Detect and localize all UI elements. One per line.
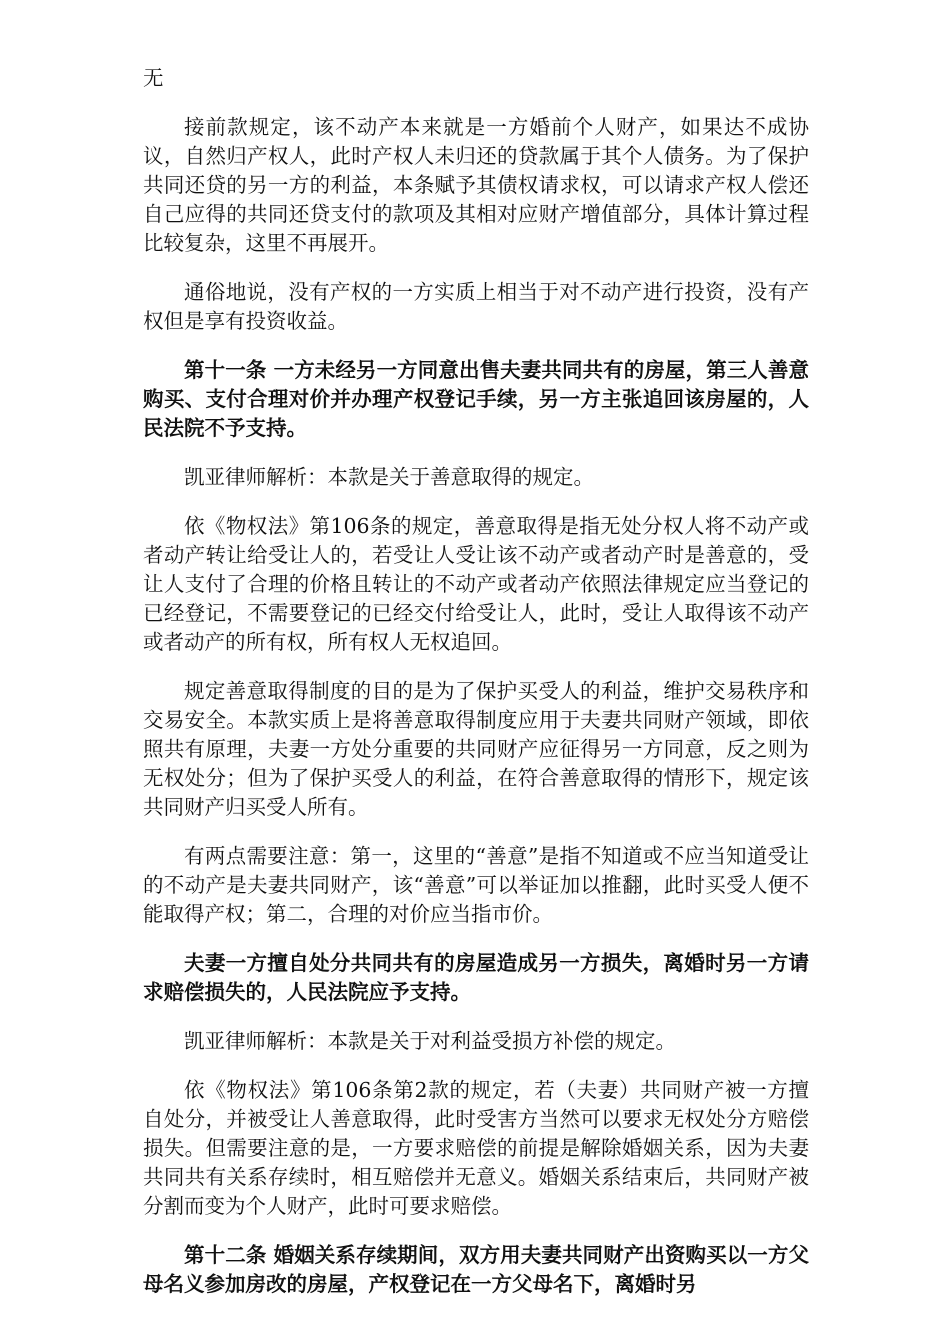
paragraph: 依《物权法》第106条的规定，善意取得是指无处分权人将不动产或者动产转让给受让人的，若受让人受让该不动产或者动产时是善意的，受让人支付了合理的价格且转让的不动产或者动产依照法律规定应当登记的已经登记，不需要登记的已经交付给受让人，此时，受让人取得该不动产或者动产的所有权，所有权人无权追回。 xyxy=(143,514,809,654)
article-clause-heading: 夫妻一方擅自处分共同共有的房屋造成另一方损失，离婚时另一方请求赔偿损失的，人民法院应予支持。 xyxy=(143,951,809,1004)
text-column xyxy=(143,64,809,1319)
article-heading-11: 第十一条 一方未经另一方同意出售夫妻共同共有的房屋，第三人善意购买、支付合理对价并办理产权登记手续，另一方主张追回该房屋的，人民法院不予支持。 xyxy=(143,358,809,440)
lawyer-analysis: 凯亚律师解析：本款是关于对利益受损方补偿的规定。 xyxy=(184,1029,676,1053)
paragraph: 有两点需要注意：第一，这里的“善意”是指不知道或不应当知道受让的不动产是夫妻共同财产，该“善意”可以举证加以推翻，此时买受人便不能取得产权；第二，合理的对价应当指市价。 xyxy=(143,844,809,926)
paragraph-fragment: 无 xyxy=(143,66,164,90)
paragraph: 通俗地说，没有产权的一方实质上相当于对不动产进行投资，没有产权但是享有投资收益。 xyxy=(143,280,809,333)
lawyer-analysis: 凯亚律师解析：本款是关于善意取得的规定。 xyxy=(184,465,594,489)
paragraph: 规定善意取得制度的目的是为了保护买受人的利益，维护交易秩序和交易安全。本款实质上是将善意取得制度应用于夫妻共同财产领域，即依照共有原理，夫妻一方处分重要的共同财产应征得另一方同意，反之则为无权处分；但为了保护买受人的利益，在符合善意取得的情形下，规定该共同财产归买受人所有。 xyxy=(143,679,809,819)
paragraph: 依《物权法》第106条第2款的规定，若（夫妻）共同财产被一方擅自处分，并被受让人善意取得，此时受害方当然可以要求无权处分方赔偿损失。但需要注意的是，一方要求赔偿的前提是解除婚姻关系，因为夫妻共同共有关系存续时，相互赔偿并无意义。婚姻关系结束后，共同财产被分割而变为个人财产，此时可要求赔偿。 xyxy=(143,1078,809,1218)
paragraph: 接前款规定，该不动产本来就是一方婚前个人财产，如果达不成协议，自然归产权人，此时产权人未归还的贷款属于其个人债务。为了保护共同还贷的另一方的利益，本条赋予其债权请求权，可以请求产权人偿还自己应得的共同还贷支付的款项及其相对应财产增值部分，具体计算过程比较复杂，这里不再展开。 xyxy=(143,115,809,255)
article-heading-12: 第十二条 婚姻关系存续期间，双方用夫妻共同财产出资购买以一方父母名义参加房改的房屋，产权登记在一方父母名下，离婚时另 xyxy=(143,1243,809,1296)
